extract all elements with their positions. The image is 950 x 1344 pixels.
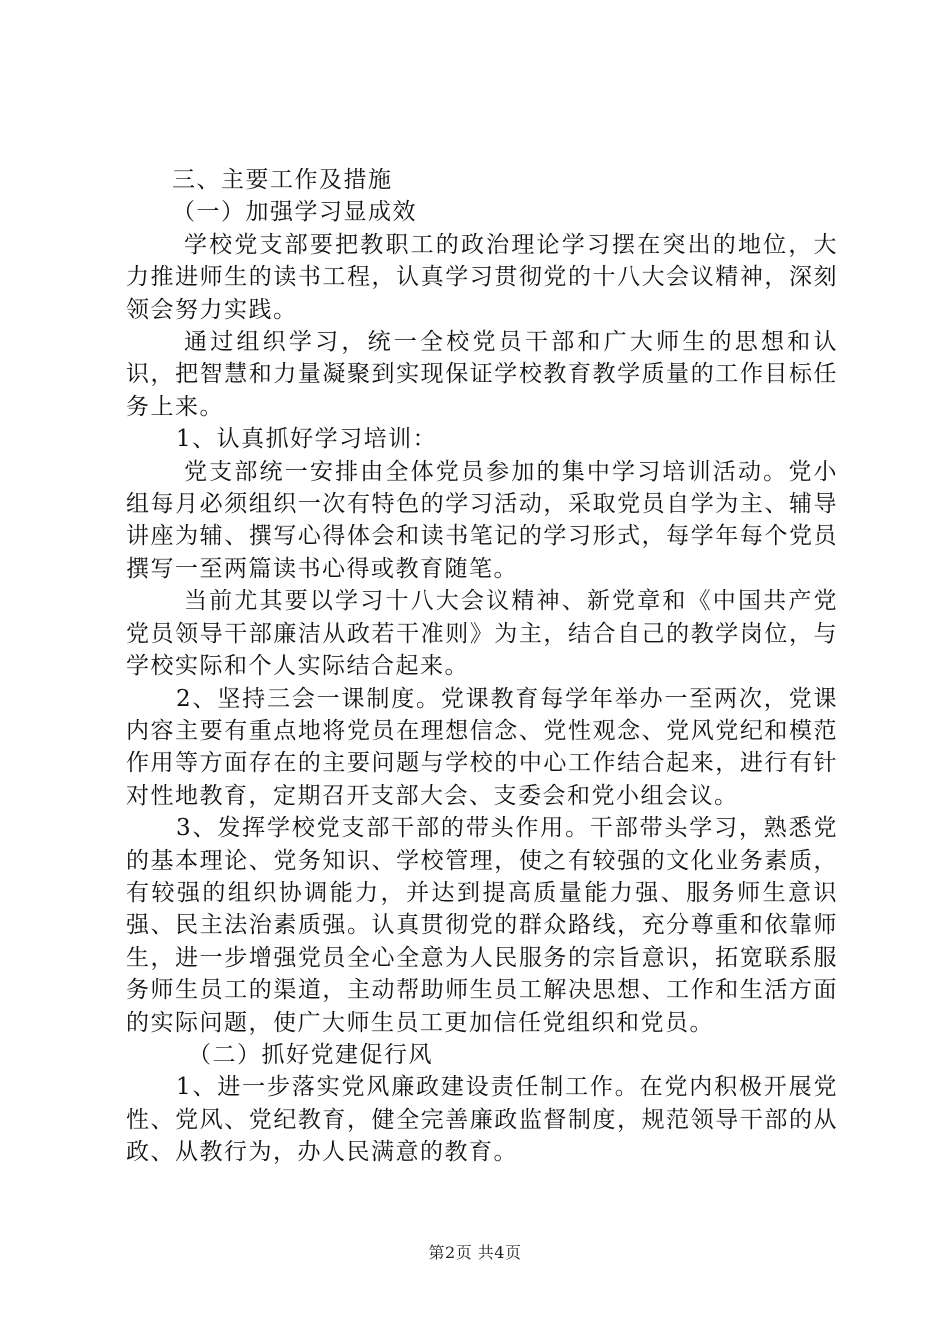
paragraph: 1、认真抓好学习培训： bbox=[176, 426, 438, 453]
paragraph: 通过组织学习，统一全校党员干部和广大师生的思想和认识，把智慧和力量凝聚到实现保证学校教育教学质量的工作目标任务上来。 bbox=[126, 329, 838, 420]
section-heading: 三、主要工作及措施 bbox=[172, 167, 393, 193]
paragraph: 3、发挥学校党支部干部的带头作用。干部带头学习，熟悉党的基本理论、党务知识、学校管理，使之有较强的文化业务素质，有较强的组织协调能力，并达到提高质量能力强、服务师生意识强、民主法治素质强。认真贯彻党的群众路线，充分尊重和依靠师生，进一步增强党员全心全意为人民服务的宗旨意识，拓宽联系服务师生员工的渠道，主动帮助师生员工解决思想、工作和生活方面的实际问题，使广大师生员工更加信任党组织和党员。 bbox=[126, 815, 838, 1036]
paragraph: 当前尤其要以学习十八大会议精神、新党章和《中国共产党党员领导干部廉洁从政若干准则》为主，结合自己的教学岗位，与学校实际和个人实际结合起来。 bbox=[126, 588, 838, 680]
document-body bbox=[126, 164, 838, 1169]
page-footer: 第2页 共4页 bbox=[428, 1243, 522, 1262]
paragraph: 学校党支部要把教职工的政治理论学习摆在突出的地位，大力推进师生的读书工程，认真学习贯彻党的十八大会议精神，深刻领会努力实践。 bbox=[126, 231, 838, 323]
paragraph: 党支部统一安排由全体党员参加的集中学习培训活动。党小组每月必须组织一次有特色的学习活动，采取党员自学为主、辅导讲座为辅、撰写心得体会和读书笔记的学习形式，每学年每个党员撰写一至两篇读书心得或教育随笔。 bbox=[126, 458, 838, 582]
paragraph: 2、坚持三会一课制度。党课教育每学年举办一至两次，党课内容主要有重点地将党员在理想信念、党性观念、党风党纪和模范作用等方面存在的主要问题与学校的中心工作结合起来，进行有针对性地教育，定期召开支部大会、支委会和党小组会议。 bbox=[126, 685, 838, 809]
paragraph: 1、进一步落实党风廉政建设责任制工作。在党内积极开展党性、党风、党纪教育，健全完善廉政监督制度，规范领导干部的从政、从教行为，办人民满意的教育。 bbox=[126, 1074, 838, 1166]
sub-heading-party-building: （二）抓好党建促行风 bbox=[188, 1041, 433, 1068]
sub-heading-study: （一）加强学习显成效 bbox=[172, 199, 417, 226]
